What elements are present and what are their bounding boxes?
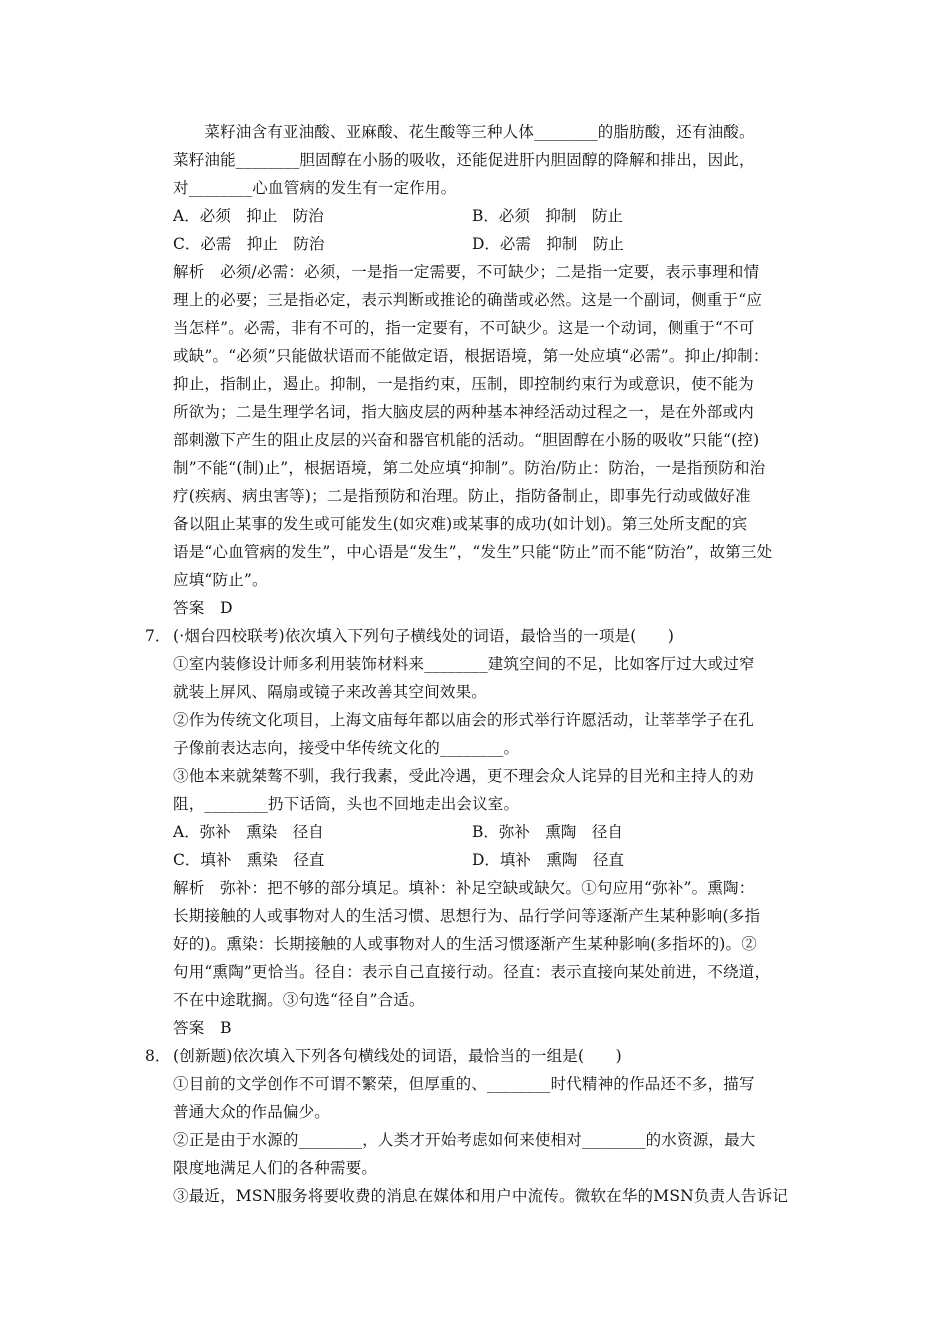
q7-stem-line: ②作为传统文化项目，上海文庙每年都以庙会的形式举行许愿活动，让莘莘学子在孔 <box>173 711 754 729</box>
q6-analysis-line: 制”不能“(制)止”，根据语境，第二处应填“抑制”。防治/防止：防治，一是指预防和治 <box>173 459 766 477</box>
q7-analysis-line: 句用“熏陶”更恰当。径自：表示自己直接行动。径直：表示直接向某处前进，不绕道， <box>173 963 771 981</box>
q6-analysis-line: 疗(疾病、病虫害等)；二是指预防和治理。防止，指防备制止，即事先行动或做好准 <box>173 487 751 505</box>
q6-option-d: D．必需 抑制 防止 <box>472 235 624 253</box>
q7-analysis-line: 好的)。熏染：长期接触的人或事物对人的生活习惯逐渐产生某种影响(多指坏的)。② <box>173 935 757 953</box>
q7-option-a: A．弥补 熏染 径自 <box>173 823 324 841</box>
q8-stem-line: ②正是由于水源的________，人类才开始考虑如何来使相对________的水资源，最大 <box>173 1131 756 1149</box>
q6-analysis-line: 解析 必须/必需：必须，一是指一定需要，不可缺少；二是指一定要，表示事理和情 <box>173 263 760 281</box>
q6-stem-line: 菜籽油能________胆固醇在小肠的吸收，还能促进肝内胆固醇的降解和排出，因此， <box>173 151 755 169</box>
q7-answer: 答案 B <box>173 1019 232 1037</box>
q6-option-a: A．必须 抑止 防治 <box>173 207 324 225</box>
q6-analysis-line: 所欲为；二是生理学名词，指大脑皮层的两种基本神经活动过程之一，是在外部或内 <box>173 403 754 421</box>
q7-option-d: D．填补 熏陶 径直 <box>472 851 624 869</box>
q6-analysis-line: 理上的必要；三是指必定，表示判断或推论的确凿或必然。这是一个副词，侧重于“应 <box>173 291 763 309</box>
q6-stem-line: 对________心血管病的发生有一定作用。 <box>173 179 457 197</box>
q7-analysis-line: 不在中途耽搁。③句选“径自”合适。 <box>173 991 425 1009</box>
q7-analysis-line: 长期接触的人或事物对人的生活习惯、思想行为、品行学问等逐渐产生某种影响(多指 <box>173 907 761 925</box>
q6-analysis-line: 应填“防止”。 <box>173 571 268 589</box>
q7-analysis-line: 解析 弥补：把不够的部分填足。填补：补足空缺或缺欠。①句应用“弥补”。熏陶： <box>173 879 755 897</box>
q7-stem-line: ①室内装修设计师多利用装饰材料来________建筑空间的不足，比如客厅过大或过窄 <box>173 655 755 673</box>
q6-analysis-line: 当怎样”。必需，非有不可的，指一定要有，不可缺少。这是一个动词，侧重于“不可 <box>173 319 755 337</box>
q7-stem-line: ③他本来就桀骜不驯，我行我素，受此冷遇，更不理会众人诧异的目光和主持人的劝 <box>173 767 754 785</box>
q8-stem-line: (创新题)依次填入下列各句横线处的词语，最恰当的一组是( ) <box>173 1047 622 1065</box>
q6-option-c: C．必需 抑止 防治 <box>173 235 325 253</box>
q6-analysis-line: 或缺”。“必须”只能做状语而不能做定语，根据语境，第一处应填“必需”。抑止/抑制： <box>173 347 769 365</box>
q7-option-b: B．弥补 熏陶 径自 <box>472 823 623 841</box>
q8-stem-line: ①目前的文学创作不可谓不繁荣，但厚重的、________时代精神的作品还不多，描写 <box>173 1075 755 1093</box>
q8-stem-line: 限度地满足人们的各种需要。 <box>173 1159 378 1177</box>
q6-analysis-line: 部刺激下产生的阻止皮层的兴奋和器官机能的活动。“胆固醇在小肠的吸收”只能“(控) <box>173 431 760 449</box>
q7-stem-line: 阻，________扔下话筒，头也不回地走出会议室。 <box>173 795 520 813</box>
q6-analysis-line: 语是“心血管病的发生”，中心语是“发生”，“发生”只能“防止”而不能“防治”，故第三处 <box>173 543 773 561</box>
q7-number: 7． <box>145 627 171 645</box>
q6-option-b: B．必须 抑制 防止 <box>472 207 623 225</box>
q7-stem-line: (·烟台四校联考)依次填入下列句子横线处的词语，最恰当的一项是( ) <box>173 627 675 645</box>
q6-stem-line: 菜籽油含有亚油酸、亚麻酸、花生酸等三种人体________的脂肪酸，还有油酸。 <box>173 123 755 141</box>
q6-analysis-line: 备以阻止某事的发生或可能发生(如灾难)或某事的成功(如计划)。第三处所支配的宾 <box>173 515 748 533</box>
q6-answer: 答案 D <box>173 599 233 617</box>
q8-number: 8． <box>145 1047 171 1065</box>
q6-analysis-line: 抑止，指制止，遏止。抑制，一是指约束，压制，即控制约束行为或意识，使不能为 <box>173 375 754 393</box>
q7-stem-line: 就装上屏风、隔扇或镜子来改善其空间效果。 <box>173 683 488 701</box>
q8-stem-line: ③最近，MSN服务将要收费的消息在媒体和用户中流传。微软在华的MSN负责人告诉记 <box>173 1187 789 1205</box>
q8-stem-line: 普通大众的作品偏少。 <box>173 1103 331 1121</box>
q7-option-c: C．填补 熏染 径直 <box>173 851 325 869</box>
q7-stem-line: 子像前表达志向，接受中华传统文化的________。 <box>173 739 520 757</box>
